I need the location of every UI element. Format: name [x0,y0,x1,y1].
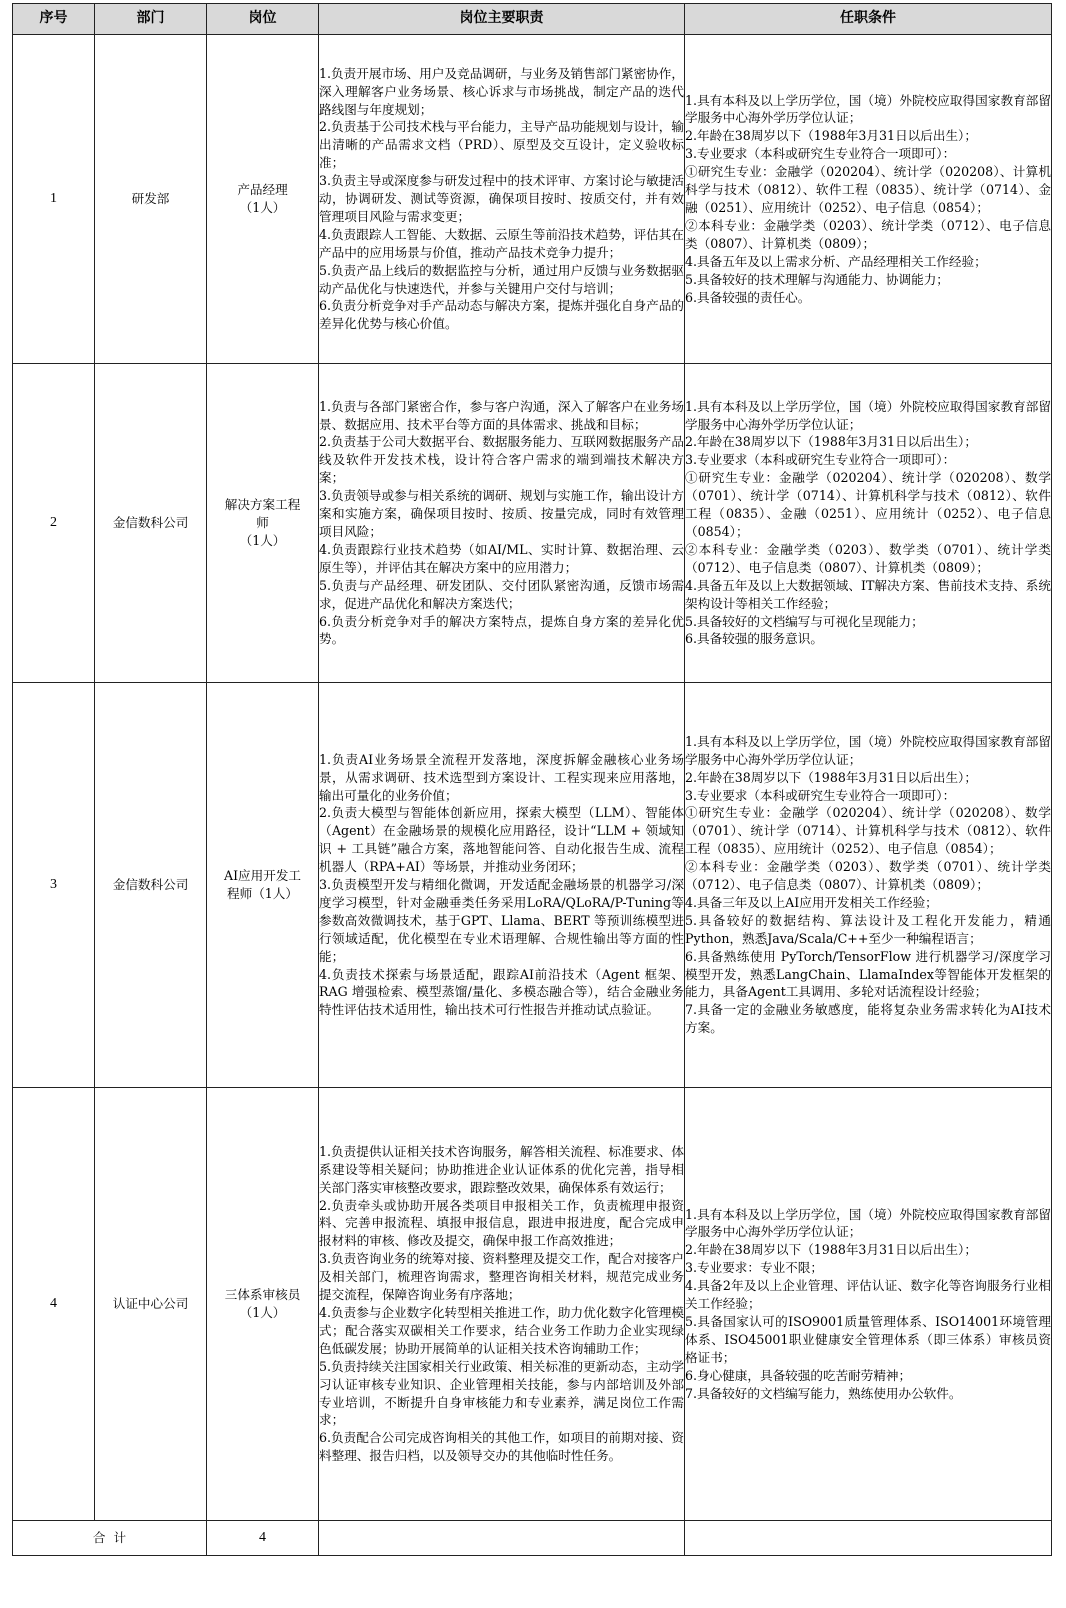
cell-post [207,35,319,364]
requirement-item: 1.具有本科及以上学历学位，国（境）外院校应取得国家教育部留学服务中心海外学历学位认证； [685,398,1051,432]
duty-item: 3.负责主导或深度参与研发过程中的技术评审、方案讨论与敏捷活动，协调研发、测试等资源，确保项目按时、按质交付，并有效管理项目风险与需求变更； [319,173,684,224]
cell-requirements [685,364,1052,683]
job-positions-table [12,3,1052,1556]
requirement-item: 1.具有本科及以上学历学位，国（境）外院校应取得国家教育部留学服务中心海外学历学位认证； [685,1206,1051,1240]
cell-dept: 研发部 [95,35,207,364]
requirement-item: 3.专业要求（本科或研究生专业符合一项即可）： [685,146,956,162]
requirement-item: 2.年龄在38周岁以下（1988年3月31日以后出生）； [685,434,977,450]
header-seq: 序号 [13,4,95,35]
post-line: 师 [256,515,269,531]
cell-requirements [685,1088,1052,1521]
duty-item: 5.负责持续关注国家相关行业政策、相关标准的更新动态，主动学习认证审核专业知识、企业管理相关技能，参与内部培训及外部专业培训，不断提升自身审核能力和专业素养，满足岗位工作需求； [319,1358,684,1428]
total-duties-empty [319,1521,685,1556]
post-line: （1人） [239,200,286,215]
cell-duties [319,364,685,683]
duty-item: 5.负责与产品经理、研发团队、交付团队紧密沟通，反馈市场需求，促进产品优化和解决方案迭代； [319,577,684,611]
duty-item: 3.负责咨询业务的统筹对接、资料整理及提交工作，配合对接客户及相关部门，梳理咨询需求，整理咨询相关材料，规范完成业务提交流程，保障咨询业务有序落地； [319,1251,684,1303]
header-duties: 岗位主要职责 [319,4,685,35]
duty-item: 5.负责产品上线后的数据监控与分析，通过用户反馈与业务数据驱动产品优化与快速迭代，并参与关键用户交付与培训； [319,262,684,296]
requirement-item: 4.具备五年及以上需求分析、产品经理相关工作经验； [685,253,987,269]
header-post: 岗位 [207,4,319,35]
duty-item: 4.负责跟踪人工智能、大数据、云原生等前沿技术趋势，评估其在产品中的应用场景与价值，推动产品技术竞争力提升； [319,226,684,260]
table-body [13,35,1052,1521]
total-count: 4 [207,1521,319,1556]
duty-item: 4.负责参与企业数字化转型相关推进工作，助力优化数字化管理模式；配合落实双碳相关工作要求，结合业务工作助力企业实现绿色低碳发展；协助开展简单的认证相关技术咨询辅助工作； [319,1305,684,1356]
cell-post [207,364,319,683]
requirement-item: 5.具备国家认可的ISO9001质量管理体系、ISO14001环境管理体系、ISO45001职业健康安全管理体系（即三体系）审核员资格证书； [685,1313,1051,1365]
requirement-item: 7.具备较好的文档编写能力，熟练使用办公软件。 [685,1385,962,1401]
requirement-item: 4.具备2年及以上企业管理、评估认证、数字化等咨询服务行业相关工作经验； [685,1278,1051,1312]
duty-item: 2.负责基于公司大数据平台、数据服务能力、互联网数据服务产品线及软件开发技术栈，设计符合客户需求的端到端技术解决方案； [319,434,684,486]
requirement-item: ②本科专业：金融学类（0203）、统计学类（0712）、电子信息类（0807）、计算机类（0809）； [685,217,1051,251]
total-requirements-empty [685,1521,1052,1556]
requirement-item: 1.具有本科及以上学历学位，国（境）外院校应取得国家教育部留学服务中心海外学历学位认证； [685,92,1051,126]
cell-dept: 认证中心公司 [95,1088,207,1521]
post-line: （1人） [239,532,286,548]
requirement-item: ②本科专业：金融学类（0203）、数学类（0701）、统计学类（0712）、电子信息类（0807）、计算机类（0809）； [685,859,1051,893]
cell-duties [319,35,685,364]
post-line: 程师（1人） [227,886,298,901]
cell-seq: 3 [13,683,95,1088]
post-line: 三体系审核员 [224,1287,301,1303]
requirement-item: 6.具备熟练使用 PyTorch/TensorFlow 进行机器学习/深度学习模型开发，熟悉LangChain、LlamaIndex等智能体开发框架的能力，具备Agent工具调用、多轮对话流程设计经验； [685,948,1051,1000]
cell-seq: 2 [13,364,95,683]
post-line: AI应用开发工 [223,868,302,884]
duty-item: 1.负责提供认证相关技术咨询服务，解答相关流程、标准要求、体系建设等相关疑问；协助推进企业认证体系的优化完善，指导相关部门落实审核整改要求，跟踪整改效果，确保体系有效运行； [319,1143,684,1195]
cell-dept: 金信数科公司 [95,364,207,683]
requirement-item: 5.具备较好的技术理解与沟通能力、协调能力； [685,271,949,287]
requirement-item: ①研究生专业：金融学（020204）、统计学（020208）、数学（0701）、统计学（0714）、计算机科学与技术（0812）、软件工程（0835）、应用统计（0252）、电子信息（0854）； [685,805,1051,857]
requirement-item: ②本科专业：金融学类（0203）、数学类（0701）、统计学类（0712）、电子信息类（0807）、计算机类（0809）； [685,541,1051,575]
duty-item: 6.负责配合公司完成咨询相关的其他工作，如项目的前期对接、资料整理、报告归档，以及领导交办的其他临时性任务。 [319,1430,684,1464]
requirement-item: 6.具备较强的服务意识。 [685,631,823,647]
duty-item: 6.负责分析竞争对手的解决方案特点，提炼自身方案的差异化优势。 [319,613,684,647]
duty-item: 2.负责基于公司技术栈与平台能力，主导产品功能规划与设计，输出清晰的产品需求文档（PRD）、原型及交互设计，定义验收标准； [319,119,684,171]
requirement-item: 7.具备一定的金融业务敏感度，能将复杂业务需求转化为AI技术方案。 [685,1002,1051,1036]
cell-seq: 1 [13,35,95,364]
duty-item: 4.负责跟踪行业技术趋势（如AI/ML、实时计算、数据治理、云原生等），并评估其在解决方案中的应用潜力； [319,541,684,575]
requirement-item: ①研究生专业：金融学（020204）、统计学（020208）、数学（0701）、统计学（0714）、计算机科学与技术（0812）、软件工程（0835）、金融（0251）、应用统计（0252）、电子信息（0854）； [685,470,1051,539]
requirement-item: 5.具备较好的文档编写与可视化呈现能力； [685,613,924,629]
header-requirements: 任职条件 [685,4,1052,35]
cell-requirements [685,683,1052,1088]
cell-seq: 4 [13,1088,95,1521]
cell-post [207,1088,319,1521]
total-label: 合 计 [13,1521,207,1556]
cell-dept: 金信数科公司 [95,683,207,1088]
cell-duties [319,683,685,1088]
post-line: （1人） [239,1305,286,1320]
requirement-item: 2.年龄在38周岁以下（1988年3月31日以后出生）； [685,769,977,785]
requirement-item: 3.专业要求（本科或研究生专业符合一项即可）： [685,787,956,803]
requirement-item: 2.年龄在38周岁以下（1988年3月31日以后出生）； [685,128,977,144]
requirement-item: 6.身心健康，具备较强的吃苦耐劳精神； [685,1367,912,1383]
cell-duties [319,1088,685,1521]
post-line: 解决方案工程 [224,497,301,513]
total-row [13,1521,1052,1556]
requirement-item: 5.具备较好的数据结构、算法设计及工程化开发能力，精通 Python，熟悉Java/Scala/C++至少一种编程语言； [685,912,1051,946]
requirement-item: 4.具备五年及以上大数据领域、IT解决方案、售前技术支持、系统架构设计等相关工作经验； [685,577,1051,611]
header-row [13,4,1052,35]
duty-item: 2.负责大模型与智能体创新应用，探索大模型（LLM）、智能体（Agent）在金融场景的规模化应用路径，设计“LLM + 领域知识 + 工具链”融合方案，落地智能问答、自动化报告生成、流程机器人（RPA+AI）等场景，并推动业务闭环； [319,805,684,875]
requirement-item: ①研究生专业：金融学（020204）、统计学（020208）、计算机科学与技术（0812）、软件工程（0835）、统计学（0714）、金融（0251）、应用统计（0252）、电子信息（0854）； [685,164,1051,215]
table-row [13,364,1052,683]
duty-item: 2.负责牵头或协助开展各类项目申报相关工作，负责梳理申报资料、完善申报流程、填报申报信息，跟进申报进度，配合完成申报材料的审核、修改及提交，确保申报工作高效推进； [319,1197,684,1249]
cell-post [207,683,319,1088]
requirement-item: 3.专业要求（本科或研究生专业符合一项即可）： [685,452,956,468]
duty-item: 4.负责技术探索与场景适配，跟踪AI前沿技术（Agent 框架、RAG 增强检索、模型蒸馏/量化、多模态融合等），结合金融业务特性评估技术适用性，输出技术可行性报告并推动试点验证。 [319,966,684,1018]
duty-item: 1.负责与各部门紧密合作，参与客户沟通，深入了解客户在业务场景、数据应用、技术平台等方面的具体需求、挑战和目标； [319,398,684,432]
requirement-item: 6.具备较强的责任心。 [685,289,811,305]
table-row [13,1088,1052,1521]
requirement-item: 1.具有本科及以上学历学位，国（境）外院校应取得国家教育部留学服务中心海外学历学位认证； [685,733,1051,767]
cell-requirements [685,35,1052,364]
duty-item: 6.负责分析竞争对手产品动态与解决方案，提炼并强化自身产品的差异化优势与核心价值。 [319,298,684,332]
duty-item: 1.负责AI业务场景全流程开发落地，深度拆解金融核心业务场景，从需求调研、技术选型到方案设计、工程实现来应用落地，输出可量化的业务价值； [319,751,684,803]
table-row [13,683,1052,1088]
requirement-item: 2.年龄在38周岁以下（1988年3月31日以后出生）； [685,1242,977,1258]
duty-item: 3.负责模型开发与精细化微调，开发适配金融场景的机器学习/深度学习模型，针对金融垂类任务采用LoRA/QLoRA/P-Tuning等参数高效微调技术，基于GPT、Llama、BERT 等预训练模型进行领域适配，优化模型在专业术语理解、合规性输出等方面的性能； [319,877,684,964]
requirement-item: 4.具备三年及以上AI应用开发相关工作经验； [685,894,938,910]
post-line: 产品经理 [237,182,288,198]
duty-item: 3.负责领导或参与相关系统的调研、规划与实施工作，输出设计方案和实施方案，确保项目按时、按质、按量完成，同时有效管理项目风险； [319,488,684,539]
duty-item: 1.负责开展市场、用户及竞品调研，与业务及销售部门紧密协作，深入理解客户业务场景、核心诉求与市场挑战，制定产品的迭代路线图与年度规划； [319,65,684,117]
table-row [13,35,1052,364]
requirement-item: 3.专业要求：专业不限； [685,1260,823,1276]
header-dept: 部门 [95,4,207,35]
